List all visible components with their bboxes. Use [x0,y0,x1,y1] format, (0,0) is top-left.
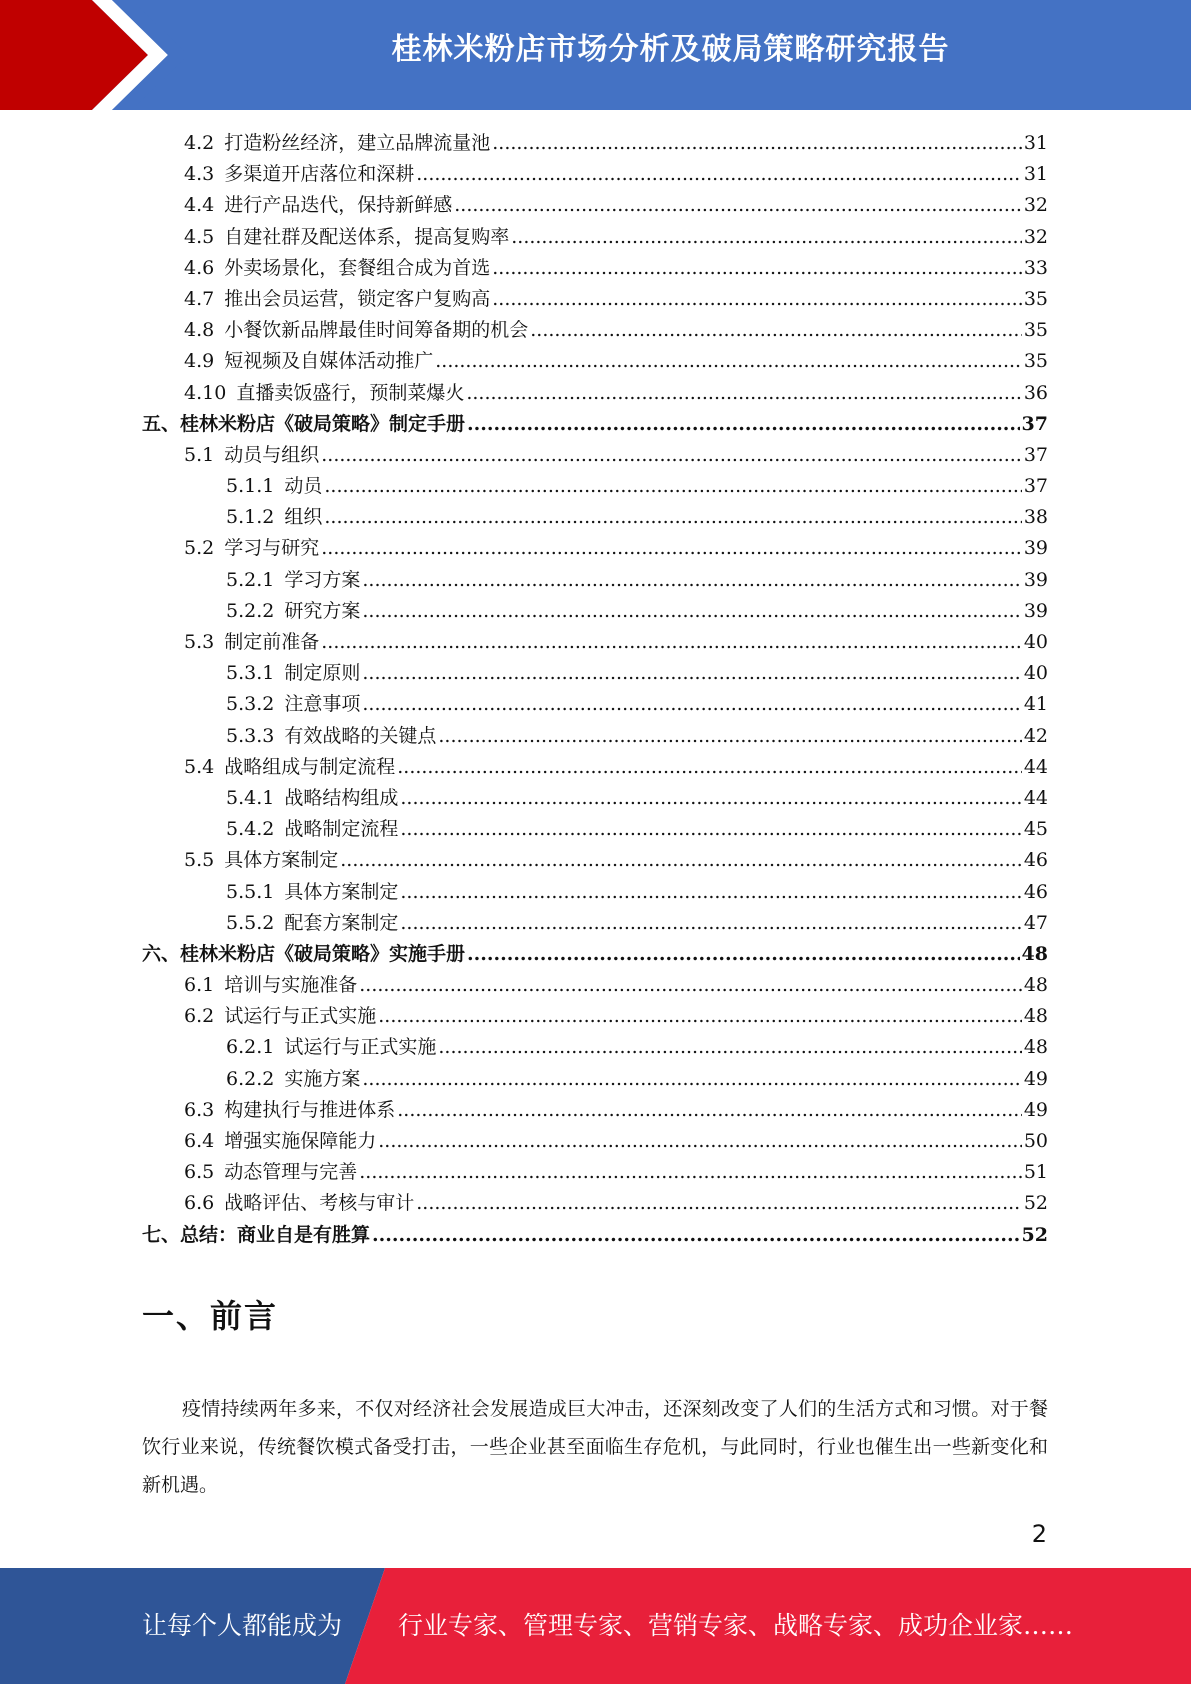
toc-entry-title: 打造粉丝经济，建立品牌流量池 [224,132,491,154]
toc-entry[interactable] [142,689,1048,720]
toc-entry-page: 52 [1023,1192,1048,1215]
toc-entry[interactable] [142,1188,1048,1219]
document-title: 桂林米粉店市场分析及破局策略研究报告 [391,32,950,67]
toc-dot-leader [378,1001,1022,1032]
toc-dot-leader [372,1220,1020,1251]
toc-entry[interactable] [142,752,1048,783]
toc-entry-page: 44 [1023,786,1048,809]
toc-entry-number: 5.1.1 [226,475,275,498]
toc-entry[interactable] [142,845,1048,876]
toc-entry-page: 39 [1023,568,1048,591]
toc-entry-number: 4.4 [184,194,215,217]
toc-entry-number: 6.3 [184,1098,215,1121]
toc-entry-number: 4.2 [184,132,215,154]
toc-entry-title: 构建执行与推进体系 [224,1098,396,1121]
toc-entry[interactable] [142,721,1048,752]
toc-entry-page: 44 [1023,755,1048,778]
toc-dot-leader [467,409,1020,440]
toc-dot-leader [530,315,1022,346]
toc-dot-leader [378,1126,1022,1157]
toc-entry-number: 6.6 [184,1192,215,1215]
toc-entry-title: 外卖场景化，套餐组合成为首选 [224,256,491,279]
footer-slogan-right: 行业专家、管理专家、营销专家、战略专家、成功企业家…… [398,1611,1074,1640]
toc-entry-number: 6.2.1 [226,1036,275,1059]
toc-entry-title: 六、桂林米粉店《破局策略》实施手册 [142,942,466,965]
toc-entry-number: 5.2.1 [226,568,275,591]
toc-entry-page: 47 [1023,911,1048,934]
toc-entry-title: 小餐饮新品牌最佳时间筹备期的机会 [224,319,529,342]
toc-entry-number: 4.10 [184,381,227,404]
toc-entry-number: 4.3 [184,163,215,186]
toc-entry-title: 研究方案 [284,599,361,622]
toc-entry-number: 5.4.1 [226,786,275,809]
toc-entry-title: 培训与实施准备 [224,974,358,997]
toc-entry-page: 31 [1023,132,1048,154]
toc-dot-leader [362,658,1021,689]
toc-dot-leader [324,471,1021,502]
toc-entry-number: 4.8 [184,319,215,342]
toc-entry-page: 41 [1023,693,1048,716]
toc-dot-leader [400,908,1021,939]
toc-entry-number: 4.6 [184,256,215,279]
toc-entry-number: 6.5 [184,1161,215,1184]
toc-entry-title: 进行产品迭代，保持新鲜感 [224,194,453,217]
toc-entry-title: 战略组成与制定流程 [224,755,396,778]
toc-entry[interactable] [142,1001,1048,1032]
toc-entry-number: 5.5.2 [226,911,275,934]
toc-entry-page: 49 [1023,1098,1048,1121]
toc-dot-leader [340,845,1022,876]
toc-entry-page: 40 [1023,662,1048,685]
toc-entry-number: 5.2 [184,537,215,560]
toc-entry-page: 45 [1023,818,1048,841]
toc-dot-leader [400,877,1021,908]
toc-entry-title: 战略制定流程 [284,818,399,841]
toc-entry-number: 5.1 [184,443,215,466]
toc-dot-leader [435,346,1022,377]
toc-entry[interactable] [142,159,1048,190]
toc-entry-title: 动态管理与完善 [224,1161,358,1184]
toc-entry-page: 50 [1023,1130,1048,1152]
toc-entry-number: 6.2 [184,1005,215,1028]
toc-entry-title: 学习与研究 [224,537,320,560]
toc-entry-page: 33 [1023,256,1048,279]
toc-entry-title: 学习方案 [284,568,361,591]
toc-dot-leader [438,721,1021,752]
toc-dot-leader [362,565,1021,596]
toc-entry-title: 推出会员运营，锁定客户复购高 [224,287,491,310]
toc-entry[interactable] [142,440,1048,471]
toc-entry-page: 32 [1023,225,1048,248]
toc-entry-number: 5.1.2 [226,506,275,529]
toc-dot-leader [321,440,1022,471]
toc-entry[interactable] [142,565,1048,596]
toc-entry-page: 35 [1023,350,1048,373]
toc-entry-title: 实施方案 [284,1067,361,1090]
toc-entry-number: 6.4 [184,1130,215,1152]
toc-dot-leader [467,939,1020,970]
toc-entry-page: 52 [1021,1223,1048,1246]
toc-entry[interactable] [142,1095,1048,1126]
toc-entry-number: 4.5 [184,225,215,248]
toc-entry-title: 短视频及自媒体活动推广 [224,350,434,373]
toc-entry-number: 5.2.2 [226,599,275,622]
toc-dot-leader [492,284,1022,315]
toc-entry[interactable] [142,315,1048,346]
toc-entry-number: 5.3.3 [226,724,275,747]
toc-entry-title: 动员 [284,475,323,498]
toc-entry[interactable] [142,533,1048,564]
toc-entry[interactable] [142,346,1048,377]
toc-entry-page: 37 [1023,443,1048,466]
toc-dot-leader [359,970,1022,1001]
toc-dot-leader [362,1064,1021,1095]
toc-entry[interactable] [142,284,1048,315]
toc-dot-leader [400,814,1021,845]
toc-dot-leader [511,222,1022,253]
toc-entry-page: 48 [1023,974,1048,997]
toc-entry-number: 4.7 [184,287,215,310]
toc-entry-title: 动员与组织 [224,443,320,466]
toc-entry-title: 试运行与正式实施 [284,1036,437,1059]
toc-dot-leader [362,689,1021,720]
toc-entry-number: 5.4.2 [226,818,275,841]
toc-entry[interactable] [142,222,1048,253]
toc-entry-page: 39 [1023,537,1048,560]
toc-entry-title: 战略结构组成 [284,786,399,809]
toc-entry[interactable] [142,128,1048,159]
toc-entry[interactable] [142,1126,1048,1157]
toc-entry-page: 46 [1023,849,1048,872]
toc-entry-page: 38 [1023,506,1048,529]
toc-entry-page: 32 [1023,194,1048,217]
toc-entry-number: 6.1 [184,974,215,997]
toc-entry-title: 注意事项 [284,693,361,716]
toc-dot-leader [397,1095,1022,1126]
toc-entry-page: 51 [1023,1161,1048,1184]
toc-entry-number: 5.5.1 [226,880,275,903]
toc-entry[interactable] [142,502,1048,533]
toc-entry[interactable] [142,596,1048,627]
toc-entry-page: 46 [1023,880,1048,903]
toc-dot-leader [454,190,1022,221]
section-heading: 一、前言 [142,1297,279,1335]
page-number: 2 [1031,1520,1047,1548]
toc-entry[interactable] [142,970,1048,1001]
toc-dot-leader [400,783,1021,814]
toc-dot-leader [466,378,1021,409]
toc-dot-leader [416,159,1022,190]
toc-entry-page: 48 [1023,1005,1048,1028]
toc-entry-title: 有效战略的关键点 [284,724,437,747]
toc-dot-leader [492,128,1022,159]
toc-entry-number: 5.3.2 [226,693,275,716]
toc-entry-title: 试运行与正式实施 [224,1005,377,1028]
toc-entry[interactable] [142,471,1048,502]
toc-dot-leader [397,752,1022,783]
toc-entry-title: 配套方案制定 [284,911,399,934]
toc-entry-title: 多渠道开店落位和深耕 [224,163,415,186]
toc-entry-page: 42 [1023,724,1048,747]
toc-entry-page: 37 [1023,475,1048,498]
toc-entry-page: 40 [1023,631,1048,653]
toc-dot-leader [492,253,1022,284]
toc-entry-page: 48 [1023,1036,1048,1059]
toc-entry-page: 36 [1023,381,1048,404]
toc-entry-title: 七、总结：商业自是有胜算 [142,1223,371,1246]
toc-entry[interactable] [142,1220,1048,1251]
toc-dot-leader [416,1188,1022,1219]
page-header [0,0,1191,110]
toc-entry-number: 6.2.2 [226,1067,275,1090]
toc-entry[interactable] [142,814,1048,845]
toc-entry-title: 组织 [284,506,323,529]
toc-entry-title: 战略评估、考核与审计 [224,1192,415,1215]
toc-entry[interactable] [142,783,1048,814]
toc-dot-leader [324,502,1021,533]
toc-entry[interactable] [142,939,1048,970]
page-footer [0,1568,1191,1684]
toc-entry-title: 具体方案制定 [284,880,399,903]
toc-entry[interactable] [142,877,1048,908]
toc-entry-title: 具体方案制定 [224,849,339,872]
toc-dot-leader [321,533,1022,564]
toc-dot-leader [321,627,1022,658]
toc-entry-page: 37 [1021,412,1048,435]
toc-entry[interactable] [142,253,1048,284]
table-of-contents [142,128,1048,1251]
toc-entry[interactable] [142,1064,1048,1095]
toc-entry-page: 35 [1023,287,1048,310]
toc-entry-number: 5.3 [184,631,215,653]
toc-entry-page: 31 [1023,163,1048,186]
toc-entry[interactable] [142,627,1048,658]
toc-entry[interactable] [142,409,1048,440]
footer-slogan-left: 让每个人都能成为 [142,1611,343,1640]
toc-entry-page: 48 [1021,942,1048,965]
toc-entry-title: 制定前准备 [224,631,320,653]
toc-entry[interactable] [142,908,1048,939]
toc-entry[interactable] [142,1157,1048,1188]
toc-entry-title: 自建社群及配送体系，提高复购率 [224,225,510,248]
toc-entry[interactable] [142,1032,1048,1063]
toc-entry[interactable] [142,658,1048,689]
toc-dot-leader [362,596,1021,627]
toc-entry-title: 增强实施保障能力 [224,1130,377,1152]
toc-entry-title: 五、桂林米粉店《破局策略》制定手册 [142,412,466,435]
toc-entry-number: 4.9 [184,350,215,373]
toc-entry-page: 35 [1023,319,1048,342]
toc-entry-number: 5.4 [184,755,215,778]
toc-entry[interactable] [142,190,1048,221]
toc-dot-leader [438,1032,1021,1063]
toc-entry[interactable] [142,378,1048,409]
body-paragraph: 疫情持续两年多来，不仅对经济社会发展造成巨大冲击，还深刻改变了人们的生活方式和习惯。对于餐饮行业来说，传统餐饮模式备受打击，一些企业甚至面临生存危机，与此同时，行业也催生出一些新变化和新机遇。 [142,1398,1048,1496]
toc-entry-page: 39 [1023,599,1048,622]
toc-dot-leader [359,1157,1022,1188]
toc-entry-title: 制定原则 [284,662,361,685]
toc-entry-title: 直播卖饭盛行，预制菜爆火 [236,381,465,404]
toc-entry-page: 49 [1023,1067,1048,1090]
toc-entry-number: 5.3.1 [226,662,275,685]
toc-entry-number: 5.5 [184,849,215,872]
